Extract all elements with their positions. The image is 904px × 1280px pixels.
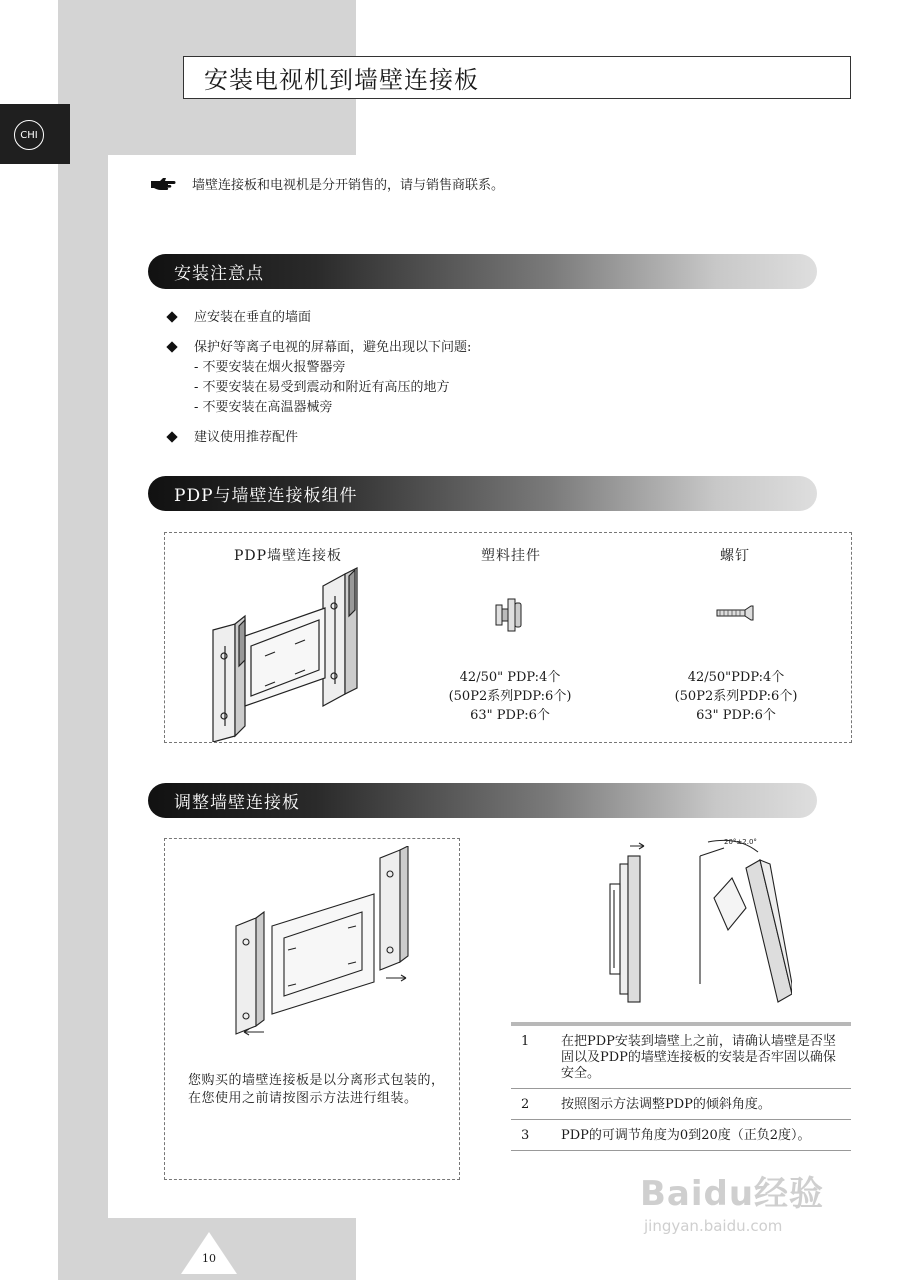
list-item (164, 428, 471, 448)
precaution-recommended-parts: 建议使用推荐配件 (194, 430, 299, 445)
gray-band-left (58, 0, 108, 1280)
bracket-title: PDP墙壁连接板 (233, 548, 343, 564)
precaution-vertical-wall: 应安装在垂直的墙面 (194, 310, 312, 325)
sub-item-heat: - 不要安装在高温器械旁 (194, 400, 333, 415)
hanger-spec-50p2: (50P2系列PDP:6个) (448, 689, 572, 704)
tilt-angle-illustration (596, 834, 792, 1004)
plastic-hanger-icon (494, 595, 524, 635)
sub-item-smoke-alarm: - 不要安装在烟火报警器旁 (194, 360, 346, 375)
hanger-title: 塑料挂件 (481, 548, 541, 564)
screw-icon (715, 605, 755, 621)
sub-item-vibration: - 不要安装在易受到震动和附近有高压的地方 (194, 380, 450, 395)
diamond-bullet-icon (166, 311, 177, 322)
hanger-specs (420, 668, 600, 725)
bracket-assembly-illustration (228, 846, 424, 1040)
screw-spec-63: 63" PDP:6个 (696, 708, 776, 723)
tilt-angle-label: 20°±2.0° (724, 838, 757, 846)
assembly-note: 您购买的墙壁连接板是以分离形式包装的，在您使用之前请按图示方法进行组装。 (188, 1073, 445, 1106)
sale-note (150, 174, 504, 193)
screw-title: 螺钉 (720, 548, 750, 564)
sale-note-text: 墙壁连接板和电视机是分开销售的，请与销售商联系。 (192, 178, 505, 193)
screw-specs (646, 668, 826, 725)
step-text: PDP的可调节角度为0到20度（正负2度）。 (561, 1128, 811, 1143)
diamond-bullet-icon (166, 341, 177, 352)
page-title: 安装电视机到墙壁连接板 (183, 56, 851, 99)
wall-bracket-illustration (205, 566, 370, 742)
hanger-spec-42-50: 42/50" PDP:4个 (459, 670, 561, 685)
language-badge: CHI (14, 120, 44, 150)
step-number: 1 (521, 1034, 530, 1049)
screw-spec-42-50: 42/50"PDP:4个 (687, 670, 785, 685)
screw-spec-50p2: (50P2系列PDP:6个) (674, 689, 798, 704)
section-header-precautions: 安装注意点 (148, 254, 817, 289)
steps-table (511, 1022, 851, 1151)
hanger-spec-63: 63" PDP:6个 (470, 708, 550, 723)
watermark-logo: Baidu经验 (640, 1174, 825, 1214)
diamond-bullet-icon (166, 431, 177, 442)
step-number: 2 (521, 1097, 530, 1112)
watermark-url: jingyan.baidu.com (644, 1217, 783, 1235)
table-row (511, 1026, 851, 1089)
page-number: 10 (202, 1252, 216, 1265)
table-row (511, 1120, 851, 1151)
step-text: 在把PDP安装到墙壁上之前，请确认墙壁是否坚固以及PDP的墙壁连接板的安装是否牢固以确保安全。 (561, 1034, 836, 1081)
section-header-components: PDP与墙壁连接板组件 (148, 476, 817, 511)
table-row (511, 1089, 851, 1120)
list-item (164, 308, 471, 328)
section-header-adjust: 调整墙壁连接板 (148, 783, 817, 818)
pointing-hand-icon (150, 177, 176, 191)
step-text: 按照图示方法调整PDP的倾斜角度。 (561, 1097, 771, 1112)
precaution-protect-screen: 保护好等离子电视的屏幕面，避免出现以下问题: (194, 340, 472, 355)
language-tab (0, 104, 70, 164)
step-number: 3 (521, 1128, 530, 1143)
baidu-watermark (640, 1166, 850, 1246)
list-item (164, 338, 471, 418)
precautions-list (164, 308, 471, 458)
